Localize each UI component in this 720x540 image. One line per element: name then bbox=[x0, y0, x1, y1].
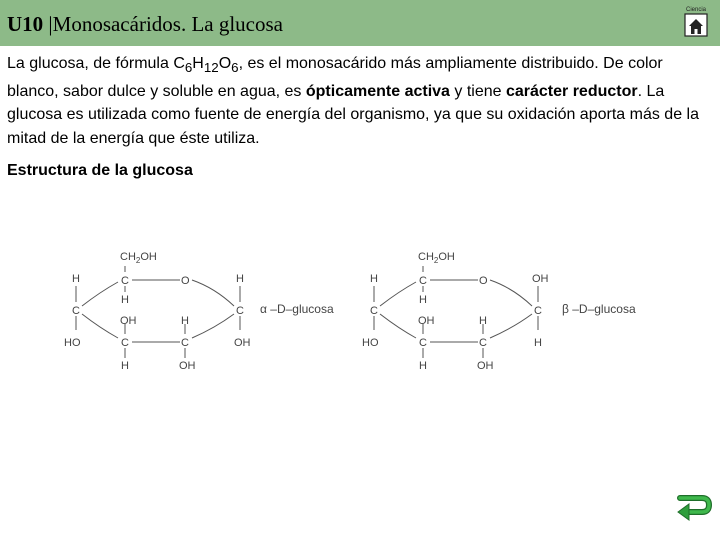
alpha-c5: C bbox=[121, 275, 129, 287]
beta-glucose-label: β –D–glucosa bbox=[562, 302, 636, 316]
beta-h-left: H bbox=[370, 273, 378, 285]
beta-ring-oxygen: O bbox=[479, 275, 488, 287]
subscript: 6 bbox=[231, 60, 239, 76]
text-part: H bbox=[192, 55, 204, 72]
beta-oh-c2: OH bbox=[477, 360, 494, 372]
beta-c-right: C bbox=[534, 305, 542, 317]
beta-h-c2: H bbox=[479, 315, 487, 327]
subscript: 12 bbox=[203, 60, 219, 76]
beta-ch2oh: $CH_2OH$ bbox=[418, 251, 455, 265]
text-part: La glucosa, de fórmula C bbox=[7, 55, 185, 72]
beta-ho-left: HO bbox=[362, 337, 379, 349]
alpha-glucose-label: α –D–glucosa bbox=[260, 302, 334, 316]
beta-glucose-structure bbox=[358, 240, 558, 385]
title-text: Monosacáridos. La glucosa bbox=[52, 12, 283, 36]
bold-term-optically-active: ópticamente activa bbox=[305, 82, 450, 100]
text-part: y tiene bbox=[449, 82, 506, 100]
alpha-c-left: C bbox=[72, 305, 80, 317]
alpha-ch2oh: $CH_2OH$ bbox=[120, 251, 157, 265]
beta-oh-right: OH bbox=[532, 273, 549, 285]
back-button[interactable] bbox=[676, 492, 712, 524]
alpha-h-c3: H bbox=[121, 360, 129, 372]
beta-c-left: C bbox=[370, 305, 378, 317]
alpha-oh-c3: OH bbox=[120, 315, 137, 327]
alpha-c-right: C bbox=[236, 305, 244, 317]
alpha-glucose-structure bbox=[60, 240, 260, 385]
section-title: Estructura de la glucosa bbox=[7, 162, 193, 179]
title-separator: | bbox=[43, 12, 53, 36]
alpha-ring-oxygen: O bbox=[181, 275, 190, 287]
page-title bbox=[7, 12, 283, 37]
beta-c5: C bbox=[419, 275, 427, 287]
alpha-h5: H bbox=[121, 294, 129, 306]
beta-c3: C bbox=[419, 337, 427, 349]
beta-h-right: H bbox=[534, 337, 542, 349]
alpha-c3: C bbox=[121, 337, 129, 349]
alpha-h-right: H bbox=[236, 273, 244, 285]
beta-h5: H bbox=[419, 294, 427, 306]
home-icon bbox=[683, 4, 709, 38]
alpha-c2: C bbox=[181, 337, 189, 349]
beta-c2: C bbox=[479, 337, 487, 349]
home-button[interactable] bbox=[683, 4, 709, 38]
text-part: O bbox=[218, 55, 232, 72]
beta-h-c3: H bbox=[419, 360, 427, 372]
beta-oh-c3: OH bbox=[418, 315, 435, 327]
text-part: , es el monosacárido más ampliamente distribuido. De color blanco, sabor dulce y soluble en agua, es bbox=[7, 55, 663, 100]
alpha-ho-left: HO bbox=[64, 337, 81, 349]
return-arrow-icon bbox=[676, 492, 712, 524]
alpha-oh-c2: OH bbox=[179, 360, 196, 372]
text-part: . La glucosa es utilizada como fuente de energía del organismo, ya que su oxidación aporta más de la mitad de la energía que éste utiliza. bbox=[7, 82, 699, 147]
alpha-oh-right: OH bbox=[234, 337, 251, 349]
header-bar bbox=[0, 0, 720, 46]
bold-term-reducing: carácter reductor bbox=[505, 82, 638, 100]
alpha-h-c2: H bbox=[181, 315, 189, 327]
intro-paragraph bbox=[7, 52, 715, 150]
alpha-h-c1: H bbox=[72, 273, 80, 285]
unit-number: U10 bbox=[7, 12, 44, 36]
home-caption: Ciencia bbox=[685, 7, 707, 13]
subscript: 6 bbox=[184, 60, 193, 76]
